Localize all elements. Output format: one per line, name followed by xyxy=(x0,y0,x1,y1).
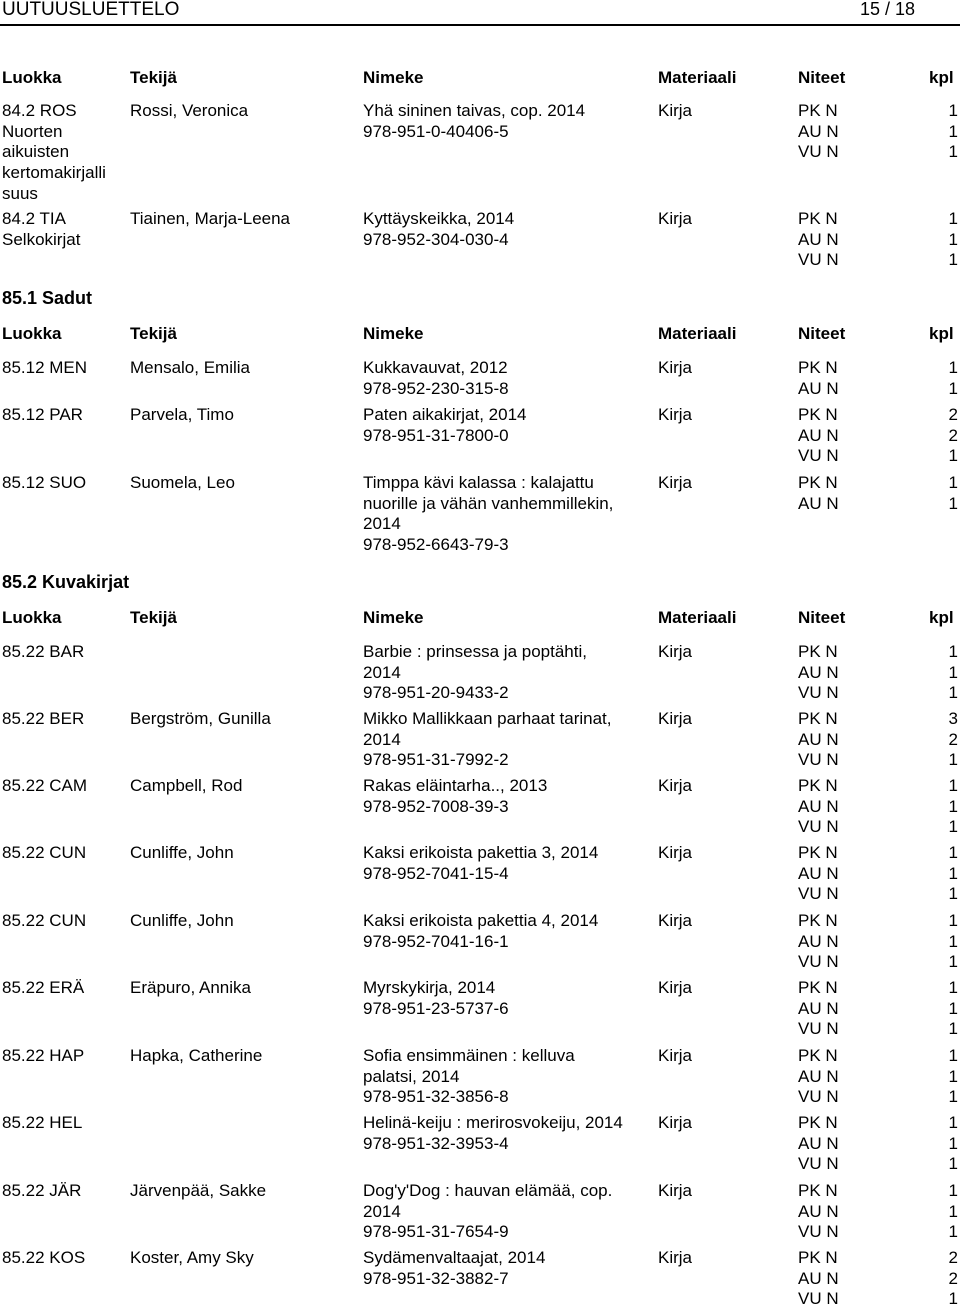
column-header-materiaali: Materiaali xyxy=(658,608,737,627)
copies-count-cell xyxy=(942,1113,958,1175)
author-cell: Mensalo, Emilia xyxy=(130,358,250,377)
title-cell-line: 978-952-6643-79-3 xyxy=(363,535,509,555)
title-cell-line: Kaksi erikoista pakettia 3, 2014 xyxy=(363,843,599,862)
copies-count-cell-line: 1 xyxy=(948,1066,958,1086)
luokka-cell-line: Nuorten xyxy=(2,121,63,141)
luokka-cell-line: 85.22 KOS xyxy=(2,1248,86,1267)
copies-location-cell xyxy=(798,473,858,514)
title-cell xyxy=(363,101,648,142)
copies-location-cell-line: VU N xyxy=(798,1222,839,1242)
copies-count-cell-line: 1 xyxy=(948,978,958,997)
copies-location-cell-line: AU N xyxy=(798,378,839,398)
title-cell-line: 978-951-32-3953-4 xyxy=(363,1133,509,1153)
material-cell: Kirja xyxy=(658,642,693,661)
luokka-cell-line: Selkokirjat xyxy=(2,229,81,249)
luokka-cell-line: 85.12 MEN xyxy=(2,358,88,377)
copies-count-cell-line: 1 xyxy=(948,1133,958,1153)
author-cell: Campbell, Rod xyxy=(130,776,243,795)
title-cell xyxy=(363,1113,648,1154)
luokka-cell xyxy=(2,1046,124,1067)
luokka-cell xyxy=(2,709,124,730)
column-header-nimeke: Nimeke xyxy=(363,324,424,343)
title-cell-line: 2014 xyxy=(363,662,401,682)
luokka-cell xyxy=(2,209,124,250)
copies-count-cell-line: 1 xyxy=(948,683,958,703)
title-cell-line: 978-952-304-030-4 xyxy=(363,229,509,249)
copies-count-cell xyxy=(942,642,958,704)
copies-count-cell xyxy=(942,1046,958,1108)
material-cell: Kirja xyxy=(658,209,693,228)
copies-count-cell xyxy=(942,209,958,271)
material-cell: Kirja xyxy=(658,911,693,930)
copies-count-cell xyxy=(942,473,958,514)
title-cell-line: Mikko Mallikkaan parhaat tarinat, xyxy=(363,709,612,728)
copies-location-cell-line: PK N xyxy=(798,473,838,492)
title-cell-line: 978-951-32-3856-8 xyxy=(363,1087,509,1107)
copies-count-cell-line: 2 xyxy=(948,1268,958,1288)
column-header-kpl: kpl xyxy=(929,324,954,343)
copies-location-cell xyxy=(798,1046,858,1108)
copies-count-cell xyxy=(942,776,958,838)
title-cell-line: 2014 xyxy=(363,729,401,749)
luokka-cell xyxy=(2,405,124,426)
material-cell: Kirja xyxy=(658,978,693,997)
author-cell: Koster, Amy Sky xyxy=(130,1248,254,1267)
title-cell xyxy=(363,642,648,704)
luokka-cell-line: 84.2 ROS xyxy=(2,101,77,120)
column-header-kpl: kpl xyxy=(929,68,954,87)
copies-location-cell-line: VU N xyxy=(798,1087,839,1107)
copies-location-cell-line: VU N xyxy=(798,1154,839,1174)
copies-count-cell-line: 1 xyxy=(948,121,958,141)
copies-count-cell-line: 1 xyxy=(948,1154,958,1174)
copies-count-cell-line: 1 xyxy=(948,998,958,1018)
column-header-nimeke: Nimeke xyxy=(363,68,424,87)
author-cell: Suomela, Leo xyxy=(130,473,235,492)
copies-location-cell xyxy=(798,405,858,467)
header-divider xyxy=(0,24,960,26)
copies-location-cell-line: PK N xyxy=(798,1181,838,1200)
copies-location-cell-line: PK N xyxy=(798,642,838,661)
copies-location-cell-line: VU N xyxy=(798,1289,839,1309)
luokka-cell-line: 85.12 PAR xyxy=(2,405,83,424)
copies-count-cell xyxy=(942,405,958,467)
column-header-tekija: Tekijä xyxy=(130,68,177,87)
material-cell: Kirja xyxy=(658,358,693,377)
copies-count-cell-line: 1 xyxy=(948,1201,958,1221)
title-cell-line: 978-951-31-7800-0 xyxy=(363,425,509,445)
copies-count-cell-line: 1 xyxy=(948,473,958,492)
copies-count-cell xyxy=(942,709,958,771)
section-title: 85.1 Sadut xyxy=(2,288,93,308)
luokka-cell-line: 84.2 TIA xyxy=(2,209,66,228)
copies-count-cell-line: 1 xyxy=(948,1046,958,1065)
copies-count-cell xyxy=(942,1248,958,1310)
author-cell: Järvenpää, Sakke xyxy=(130,1181,267,1200)
column-header-luokka: Luokka xyxy=(2,68,62,87)
title-cell-line: palatsi, 2014 xyxy=(363,1066,460,1086)
copies-count-cell-line: 1 xyxy=(948,952,958,972)
copies-count-cell xyxy=(942,843,958,905)
title-cell-line: 978-952-7041-16-1 xyxy=(363,931,509,951)
copies-count-cell-line: 1 xyxy=(948,250,958,270)
column-header-tekija: Tekijä xyxy=(130,608,177,627)
copies-count-cell xyxy=(942,978,958,1040)
copies-count-cell-line: 3 xyxy=(948,709,958,728)
copies-count-cell-line: 1 xyxy=(948,1019,958,1039)
material-cell: Kirja xyxy=(658,1248,693,1267)
copies-count-cell-line: 2 xyxy=(948,425,958,445)
luokka-cell-line: aikuisten xyxy=(2,142,70,162)
copies-count-cell-line: 1 xyxy=(948,446,958,466)
copies-location-cell-line: VU N xyxy=(798,683,839,703)
copies-count-cell-line: 1 xyxy=(948,884,958,904)
column-header-materiaali: Materiaali xyxy=(658,68,737,87)
copies-count-cell xyxy=(942,101,958,163)
copies-location-cell-line: PK N xyxy=(798,911,838,930)
copies-location-cell-line: AU N xyxy=(798,863,839,883)
copies-count-cell-line: 1 xyxy=(948,101,958,120)
copies-location-cell-line: AU N xyxy=(798,493,839,513)
document-title: UUTUUSLUETTELO xyxy=(2,0,180,20)
copies-location-cell-line: VU N xyxy=(798,142,839,162)
copies-location-cell xyxy=(798,709,858,771)
copies-location-cell-line: PK N xyxy=(798,1046,838,1065)
material-cell: Kirja xyxy=(658,101,693,120)
luokka-cell xyxy=(2,1181,124,1202)
material-cell: Kirja xyxy=(658,1113,693,1132)
title-cell-line: Dog'y'Dog : hauvan elämää, cop. xyxy=(363,1181,613,1200)
title-cell-line: 978-951-32-3882-7 xyxy=(363,1268,509,1288)
material-cell: Kirja xyxy=(658,709,693,728)
copies-location-cell-line: PK N xyxy=(798,1113,838,1132)
copies-count-cell-line: 2 xyxy=(948,1248,958,1267)
title-cell xyxy=(363,473,648,556)
copies-location-cell-line: PK N xyxy=(798,358,838,377)
copies-location-cell-line: AU N xyxy=(798,121,839,141)
copies-location-cell-line: AU N xyxy=(798,1201,839,1221)
copies-location-cell-line: PK N xyxy=(798,101,838,120)
copies-location-cell-line: AU N xyxy=(798,796,839,816)
column-header-luokka: Luokka xyxy=(2,324,62,343)
title-cell xyxy=(363,1046,648,1108)
copies-count-cell-line: 1 xyxy=(948,1087,958,1107)
luokka-cell-line: 85.22 ERÄ xyxy=(2,978,85,997)
copies-count-cell-line: 1 xyxy=(948,358,958,377)
copies-location-cell-line: PK N xyxy=(798,843,838,862)
title-cell-line: 978-952-7008-39-3 xyxy=(363,796,509,816)
luokka-cell xyxy=(2,978,124,999)
title-cell xyxy=(363,843,648,884)
material-cell: Kirja xyxy=(658,843,693,862)
title-cell-line: 978-952-7041-15-4 xyxy=(363,863,509,883)
copies-location-cell xyxy=(798,1248,858,1310)
luokka-cell xyxy=(2,911,124,932)
copies-count-cell-line: 2 xyxy=(948,405,958,424)
material-cell: Kirja xyxy=(658,473,693,492)
column-header-materiaali: Materiaali xyxy=(658,324,737,343)
author-cell: Parvela, Timo xyxy=(130,405,234,424)
luokka-cell-line: 85.22 BAR xyxy=(2,642,85,661)
title-cell-line: Helinä-keiju : merirosvokeiju, 2014 xyxy=(363,1113,623,1132)
copies-count-cell-line: 1 xyxy=(948,863,958,883)
copies-location-cell xyxy=(798,1181,858,1243)
title-cell xyxy=(363,776,648,817)
copies-location-cell-line: AU N xyxy=(798,1133,839,1153)
title-cell xyxy=(363,1181,648,1243)
copies-count-cell-line: 1 xyxy=(948,1181,958,1200)
copies-count-cell-line: 1 xyxy=(948,1289,958,1309)
material-cell: Kirja xyxy=(658,1046,693,1065)
title-cell-line: Timppa kävi kalassa : kalajattu xyxy=(363,473,594,492)
luokka-cell xyxy=(2,843,124,864)
copies-count-cell-line: 1 xyxy=(948,776,958,795)
copies-location-cell-line: VU N xyxy=(798,884,839,904)
material-cell: Kirja xyxy=(658,405,693,424)
title-cell-line: nuorille ja vähän vanhemmillekin, xyxy=(363,493,614,513)
title-cell-line: Kaksi erikoista pakettia 4, 2014 xyxy=(363,911,599,930)
copies-location-cell-line: AU N xyxy=(798,229,839,249)
author-cell: Cunliffe, John xyxy=(130,911,234,930)
title-cell xyxy=(363,978,648,1019)
luokka-cell-line: 85.22 HEL xyxy=(2,1113,83,1132)
title-cell-line: 978-951-20-9433-2 xyxy=(363,683,509,703)
title-cell-line: Myrskykirja, 2014 xyxy=(363,978,496,997)
title-cell-line: 2014 xyxy=(363,1201,401,1221)
luokka-cell-line: kertomakirjalli xyxy=(2,163,106,183)
title-cell-line: Kyttäyskeikka, 2014 xyxy=(363,209,515,228)
author-cell: Cunliffe, John xyxy=(130,843,234,862)
column-header-niteet: Niteet xyxy=(798,324,846,343)
copies-location-cell xyxy=(798,358,858,399)
copies-location-cell-line: AU N xyxy=(798,425,839,445)
copies-location-cell-line: PK N xyxy=(798,978,838,997)
luokka-cell-line: 85.22 CUN xyxy=(2,843,87,862)
title-cell-line: Barbie : prinsessa ja poptähti, xyxy=(363,642,587,661)
copies-count-cell-line: 1 xyxy=(948,209,958,228)
title-cell-line: Yhä sininen taivas, cop. 2014 xyxy=(363,101,586,120)
title-cell-line: Paten aikakirjat, 2014 xyxy=(363,405,527,424)
title-cell-line: 978-952-230-315-8 xyxy=(363,378,509,398)
copies-location-cell-line: PK N xyxy=(798,209,838,228)
luokka-cell-line: 85.22 CAM xyxy=(2,776,88,795)
copies-location-cell-line: AU N xyxy=(798,931,839,951)
copies-count-cell-line: 1 xyxy=(948,843,958,862)
luokka-cell xyxy=(2,1113,124,1134)
luokka-cell-line: suus xyxy=(2,183,38,203)
copies-count-cell-line: 1 xyxy=(948,1113,958,1132)
author-cell: Tiainen, Marja-Leena xyxy=(130,209,291,228)
column-header-luokka: Luokka xyxy=(2,608,62,627)
copies-location-cell-line: VU N xyxy=(798,750,839,770)
copies-count-cell xyxy=(942,1181,958,1243)
copies-count-cell-line: 2 xyxy=(948,729,958,749)
title-cell xyxy=(363,209,648,250)
author-cell: Hapka, Catherine xyxy=(130,1046,263,1065)
copies-location-cell-line: AU N xyxy=(798,998,839,1018)
copies-location-cell-line: VU N xyxy=(798,817,839,837)
copies-count-cell-line: 1 xyxy=(948,750,958,770)
column-header-nimeke: Nimeke xyxy=(363,608,424,627)
copies-location-cell-line: AU N xyxy=(798,1268,839,1288)
copies-location-cell xyxy=(798,1113,858,1175)
copies-location-cell-line: VU N xyxy=(798,446,839,466)
title-cell-line: 2014 xyxy=(363,514,401,534)
copies-location-cell-line: VU N xyxy=(798,250,839,270)
title-cell-line: 978-951-31-7992-2 xyxy=(363,750,509,770)
copies-location-cell-line: VU N xyxy=(798,952,839,972)
page-header xyxy=(0,0,960,24)
luokka-cell-line: 85.22 JÄR xyxy=(2,1181,82,1200)
copies-location-cell xyxy=(798,843,858,905)
column-header-niteet: Niteet xyxy=(798,608,846,627)
copies-location-cell-line: PK N xyxy=(798,1248,838,1267)
copies-location-cell xyxy=(798,776,858,838)
copies-count-cell-line: 1 xyxy=(948,493,958,513)
author-cell: Bergström, Gunilla xyxy=(130,709,271,728)
copies-count-cell-line: 1 xyxy=(948,931,958,951)
copies-count-cell-line: 1 xyxy=(948,142,958,162)
luokka-cell xyxy=(2,642,124,663)
copies-count-cell xyxy=(942,911,958,973)
title-cell xyxy=(363,405,648,446)
copies-location-cell xyxy=(798,209,858,271)
copies-count-cell-line: 1 xyxy=(948,378,958,398)
copies-location-cell-line: PK N xyxy=(798,776,838,795)
title-cell-line: 978-951-0-40406-5 xyxy=(363,121,509,141)
column-header-tekija: Tekijä xyxy=(130,324,177,343)
copies-location-cell-line: VU N xyxy=(798,1019,839,1039)
title-cell xyxy=(363,358,648,399)
copies-location-cell-line: PK N xyxy=(798,405,838,424)
title-cell xyxy=(363,911,648,952)
copies-count-cell-line: 1 xyxy=(948,796,958,816)
section-title: 85.2 Kuvakirjat xyxy=(2,572,130,592)
copies-location-cell-line: AU N xyxy=(798,662,839,682)
luokka-cell xyxy=(2,101,124,205)
copies-location-cell xyxy=(798,978,858,1040)
title-cell-line: Kukkavauvat, 2012 xyxy=(363,358,508,377)
title-cell xyxy=(363,1248,648,1289)
title-cell-line: Sydämenvaltaajat, 2014 xyxy=(363,1248,546,1267)
copies-location-cell xyxy=(798,911,858,973)
column-header-kpl: kpl xyxy=(929,608,954,627)
copies-count-cell-line: 1 xyxy=(948,229,958,249)
copies-count-cell-line: 1 xyxy=(948,642,958,661)
author-cell: Rossi, Veronica xyxy=(130,101,249,120)
luokka-cell xyxy=(2,473,124,494)
page-number: 15 / 18 xyxy=(860,0,916,19)
luokka-cell xyxy=(2,358,124,379)
title-cell-line: 978-951-31-7654-9 xyxy=(363,1222,509,1242)
copies-count-cell-line: 1 xyxy=(948,817,958,837)
luokka-cell xyxy=(2,776,124,797)
title-cell xyxy=(363,709,648,771)
author-cell: Eräpuro, Annika xyxy=(130,978,251,997)
title-cell-line: Sofia ensimmäinen : kelluva xyxy=(363,1046,575,1065)
copies-count-cell-line: 1 xyxy=(948,1222,958,1242)
luokka-cell xyxy=(2,1248,124,1269)
luokka-cell-line: 85.22 BER xyxy=(2,709,85,728)
copies-count-cell-line: 1 xyxy=(948,662,958,682)
material-cell: Kirja xyxy=(658,776,693,795)
title-cell-line: Rakas eläintarha.., 2013 xyxy=(363,776,548,795)
luokka-cell-line: 85.22 CUN xyxy=(2,911,87,930)
luokka-cell-line: 85.22 HAP xyxy=(2,1046,85,1065)
copies-location-cell-line: AU N xyxy=(798,729,839,749)
copies-location-cell-line: AU N xyxy=(798,1066,839,1086)
title-cell-line: 978-951-23-5737-6 xyxy=(363,998,509,1018)
column-header-niteet: Niteet xyxy=(798,68,846,87)
copies-count-cell-line: 1 xyxy=(948,911,958,930)
copies-location-cell-line: PK N xyxy=(798,709,838,728)
copies-count-cell xyxy=(942,358,958,399)
material-cell: Kirja xyxy=(658,1181,693,1200)
luokka-cell-line: 85.12 SUO xyxy=(2,473,87,492)
copies-location-cell xyxy=(798,642,858,704)
copies-location-cell xyxy=(798,101,858,163)
